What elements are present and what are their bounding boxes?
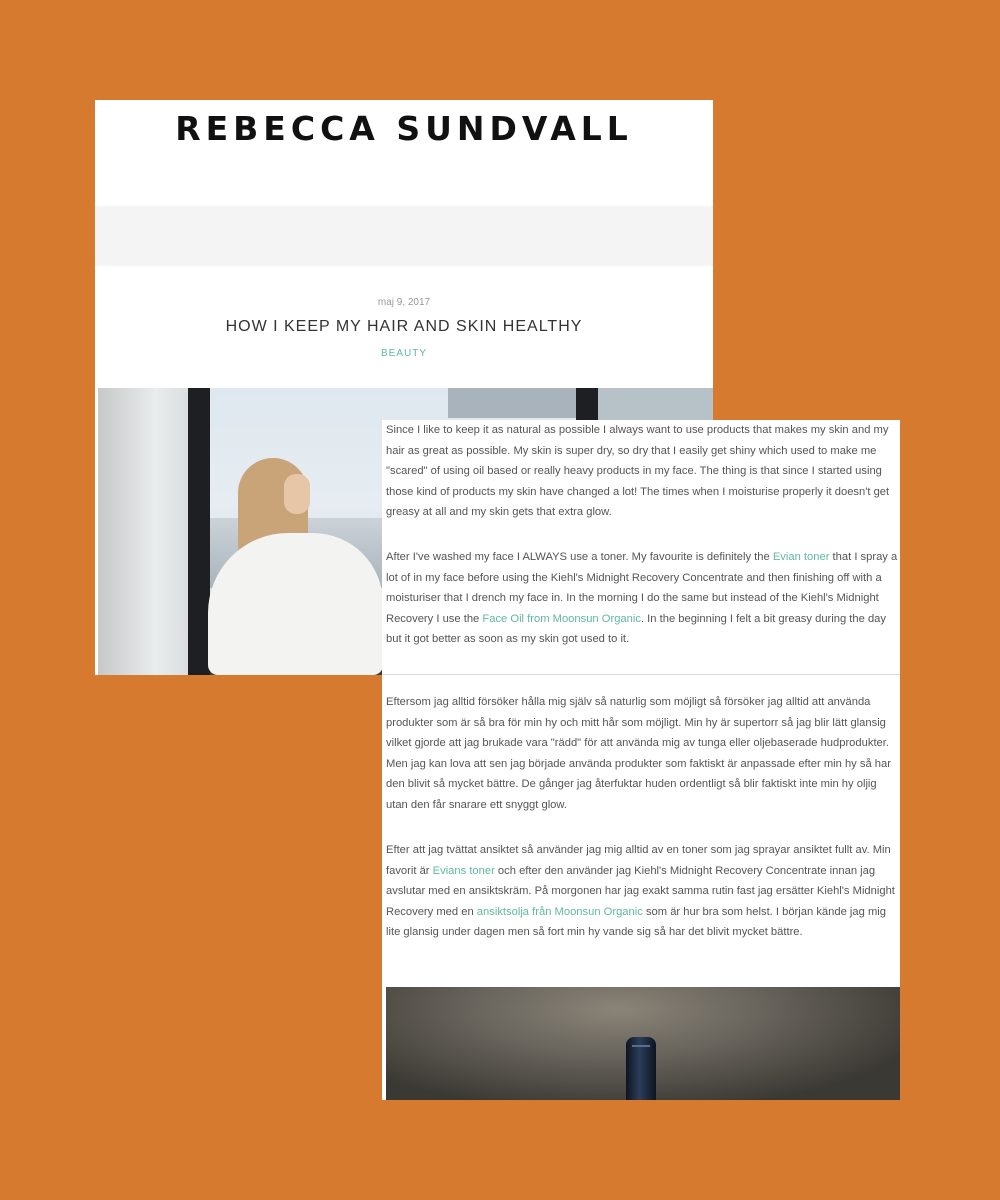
- evians-toner-link[interactable]: Evians toner: [432, 864, 495, 877]
- english-paragraph-1: Since I like to keep it as natural as possible I always want to use products that makes my skin and my hair as great as possible. My skin is super dry, so dry that I easily get shiny which used to make me "scared" of using oil based or really heavy products in my face. The thing is that since I started using those kind of products my skin have changed a lot! The times when I moisturise properly it doesn't get greasy at all and my skin gets that extra glow.: [386, 424, 890, 518]
- text: After I've washed my face I ALWAYS use a toner. My favourite is definitely the: [386, 551, 773, 563]
- product-photo: [386, 987, 900, 1100]
- post-date: maj 9, 2017: [377, 297, 431, 308]
- white-robe: [208, 533, 383, 675]
- evian-toner-link[interactable]: Evian toner: [772, 551, 830, 563]
- window-frame: [188, 388, 210, 675]
- swedish-paragraph-1: Eftersom jag alltid försöker hålla mig själv så naturlig som möjligt så försöker jag alltid att använda produkter som är så bra för min hy och mitt hår som möjligt. Min hy är supertorr så jag blir lätt glansig vilket gjorde att jag brukade vara "rädd" för att använda mig av tunga eller oljebaserade hudprodukter. Men jag kan lova att sen jag började använda produkter som faktiskt är anpassade efter min hy så har den blivit så mycket bättre. De gånger jag återfuktar huden ordentligt så blir faktiskt inte min hy oljig utan den får snarare ett snyggt glow.: [386, 696, 891, 811]
- blog-title[interactable]: REBECCA SUNDVALL: [175, 109, 633, 148]
- navigation-bar: [95, 206, 713, 266]
- article-text-card: [382, 420, 900, 1100]
- building: [598, 388, 713, 424]
- swedish-paragraph-2: [386, 840, 898, 943]
- english-paragraph-2: [386, 547, 898, 650]
- moonsun-face-oil-link[interactable]: Face Oil from Moonsun Organic: [482, 612, 641, 625]
- moonsun-ansiktsolja-link[interactable]: ansiktsolja från Moonsun Organic: [476, 905, 643, 918]
- text: Efter att jag tvättat ansiktet så använder jag mig alltid av en toner som jag sprayar ansiktet fullt av. Min favorit är: [386, 844, 891, 877]
- woman-face: [284, 474, 310, 514]
- building: [448, 388, 578, 418]
- wall: [98, 388, 193, 675]
- text: och efter den använder jag Kiehl's Midnight Recovery Concentrate innan jag avslutar med en ansiktskräm. På morgonen har jag exakt samma rutin fast jag ersätter Kiehl's Midnight Recovery med en: [386, 864, 895, 918]
- post-category-link[interactable]: BEAUTY: [380, 348, 427, 359]
- text: som är hur bra som helst. I början kände jag mig lite glansig under dagen men så fort min hy vande sig så har det blivit mycket bättre.: [386, 905, 886, 938]
- divider: [382, 674, 900, 675]
- text: . In the beginning I felt a bit greasy during the day but it got better as soon as my skin got used to it.: [386, 612, 886, 645]
- dropper-bottle: [626, 1037, 656, 1100]
- text: that I spray a lot of in my face before using the Kiehl's Midnight Recovery Concentrate and then finishing off with a moisturiser that I drench my face in. In the morning I do the same but instead of the Kiehl's Midnight Recovery I use the: [386, 551, 898, 625]
- post-title[interactable]: HOW I KEEP MY HAIR AND SKIN HEALTHY: [225, 318, 583, 335]
